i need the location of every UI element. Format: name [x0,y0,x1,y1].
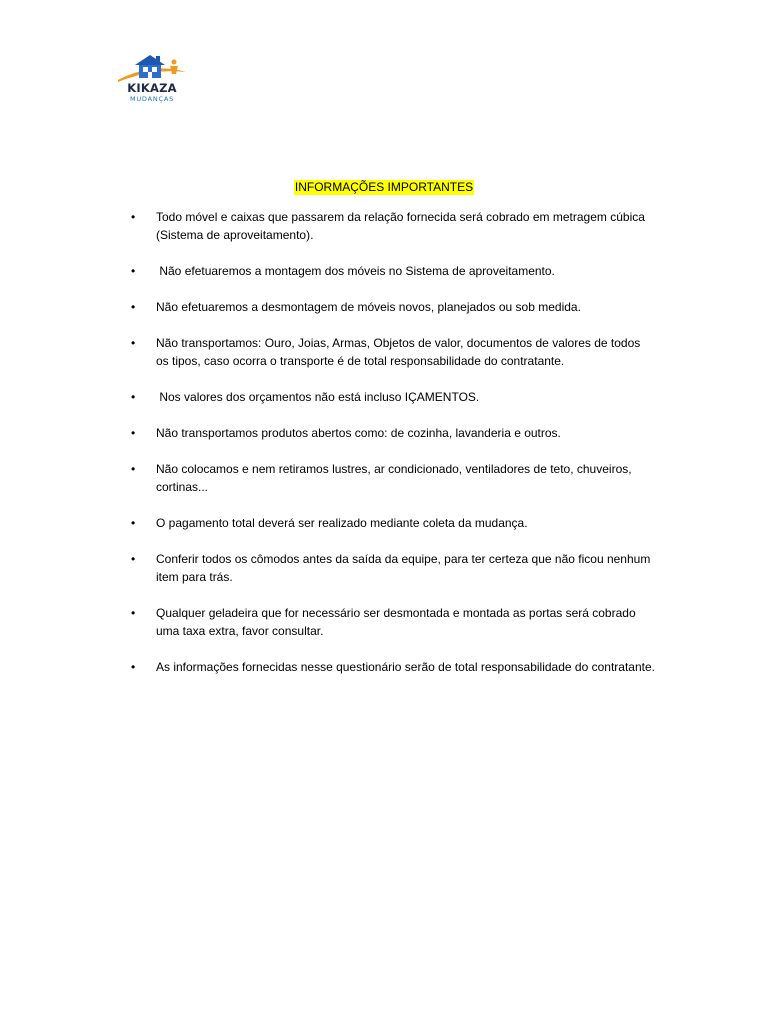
list-item-text: Conferir todos os cômodos antes da saída da equipe, para ter certeza que não ficou nenhum item para trás. [156,552,651,584]
document-title-wrap [0,178,768,196]
info-list [131,208,656,694]
list-item [131,550,656,586]
list-item [131,460,656,496]
document-title: INFORMAÇÕES IMPORTANTES [294,180,474,194]
list-item-text: As informações fornecidas nesse questionário serão de total responsabilidade do contratante. [156,660,655,674]
list-item-text: Não efetuaremos a desmontagem de móveis novos, planejados ou sob medida. [156,300,581,314]
bullet-icon: • [131,336,136,350]
list-item [131,388,656,406]
bullet-icon: • [131,390,136,404]
list-item-text: Nos valores dos orçamentos não está incluso IÇAMENTOS. [156,390,480,404]
list-item [131,658,656,676]
list-item [131,334,656,370]
logo-subtitle: MUDANÇAS [129,95,175,103]
list-item [131,262,656,280]
list-item-text: Todo móvel e caixas que passarem da relação fornecida será cobrado em metragem cúbica (Sistema de aproveitamento). [156,210,645,242]
list-item-text: Não colocamos e nem retiramos lustres, ar condicionado, ventiladores de teto, chuveiros, cortinas... [156,462,632,494]
list-item [131,208,656,244]
list-item-text: O pagamento total deverá ser realizado mediante coleta da mudança. [156,516,528,530]
list-item-text: Não efetuaremos a montagem dos móveis no Sistema de aproveitamento. [156,264,555,278]
bullet-icon: • [131,660,136,674]
bullet-icon: • [131,300,136,314]
list-item [131,424,656,442]
bullet-icon: • [131,210,136,224]
bullet-icon: • [131,264,136,278]
list-item-text: Não transportamos produtos abertos como: de cozinha, lavanderia e outros. [156,426,561,440]
bullet-icon: • [131,516,136,530]
bullet-icon: • [131,426,136,440]
list-item [131,604,656,640]
house-logo-icon [112,52,192,84]
bullet-icon: • [131,462,136,476]
logo-brand-name: KIKAZA [127,81,177,95]
list-item-text: Não transportamos: Ouro, Joias, Armas, Objetos de valor, documentos de valores de todos os tipos, caso ocorra o transporte é de total responsabilidade do contratante. [156,336,641,368]
list-item [131,298,656,316]
bullet-icon: • [131,606,136,620]
company-logo [112,52,192,116]
list-item-text: Qualquer geladeira que for necessário ser desmontada e montada as portas será cobrado uma taxa extra, favor consultar. [156,606,636,638]
bullet-icon: • [131,552,136,566]
list-item [131,514,656,532]
